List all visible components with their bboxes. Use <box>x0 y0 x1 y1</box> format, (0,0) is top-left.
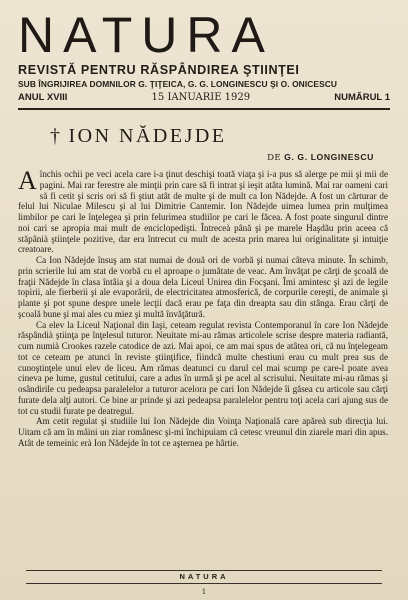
issue-number: NUMĂRUL 1 <box>334 92 390 103</box>
page-footer <box>0 570 408 598</box>
page-number: 1 <box>201 588 207 596</box>
issue-date: 15 IANUARIE 1929 <box>151 92 251 103</box>
byline-prefix: DE <box>267 153 282 163</box>
issue-info-line <box>18 91 390 110</box>
article-title-text: ION NĂDEJDE <box>68 125 227 147</box>
footer-journal-name: NATURA <box>179 572 229 581</box>
cross-icon: † <box>50 125 63 147</box>
editors-line: SUB ÎNGRIJIREA DOMNILOR G. ŢIŢEICA, G. G. LONGINESCU ŞI O. ONICESCU <box>18 79 338 89</box>
paragraph-3: Ca elev la Liceul Naţional din Iaşi, ceteam regulat revista Contemporanul în care Ion Nădejde răspândià ştiinţa pe înţelesul tuturor. Neuitate mi-au rămas articolele scrise despre materia radiantă, cum numià Crookes razele catodice de azi. Mai apoi, ce am mai spus de atâtea ori, că nu înţelegeam tot ce ceteam pe atunci în reviste ştiinţifice, fiindcă multe chestiuni erau cu mult prea sus de cunoştinţele unui elev de liceu. Am rămas deatunci cu darul cel mai scump pe care-l poate avea cineva pe lume, gustul cetitului, care a adus în urmă şi pe acel al scrisului. Neuitate mi-au rămas şi osândirile cu pedeapsa paralelelor a tuturor acelora pe cari Ion Nădejde îi găsea cu articole sau cărţi furate dela alţi autori. Ce bine ar prinde şi azi pedeapsa paralelelor pentru toţi acela cari ajung sus de tot cu studii furate pe deatregul. <box>18 319 388 416</box>
paragraph-2: Ca Ion Nădejde însuş am stat numai de două ori de vorbă şi numai câteva minute. În schimb, prin scrierile lui am stat de vorbă cu el aproape o jumătate de veac. Am învăţat pe cărţi de şcoală de fraţii Nădejde în clasa întâia şi a doua dela Liceul Unirea din Focşani. Îmi amintesc şi azi de legile topirii, ale fierberii şi ale evaporării, de electricitatea atmosferică, de corpurile cereşti, de animale şi plante şi pot spune despre unele lecţii dacă erau pe faţa din dreapta sau din stânga. Erau cărţi de şcoală bune şi mai ales cu miez şi multă învăţătură. <box>18 255 388 319</box>
article-body <box>18 166 388 449</box>
paragraph-4: Am cetit regulat şi studiile lui Ion Nădejde din Voinţa Naţională care apăreà sub direcţia lui. Uitam că am în mâini un ziar românesc şi-mi închipuiam că cetesc vreunul din ziarele mari din apus. Atât de temeinic erà Ion Nădejde în tot ce aşternea pe hârtie. <box>18 416 388 448</box>
paragraph-1 <box>18 166 388 255</box>
volume-label: ANUL XVIII <box>18 92 68 103</box>
journal-subtitle: REVISTĂ PENTRU RĂSPÂNDIREA ŞTIINŢEI <box>18 63 300 77</box>
footer-rule-bottom <box>26 583 382 584</box>
byline <box>14 152 374 163</box>
article-title <box>50 124 394 148</box>
paragraph-1-text: închis ochii pe veci acela care i-a ţinut deschişi toată viaţa şi i-a pus să alerge pe mii şi mii de pagini. Mai rar ferestre ale minţii prin care să fi intrat şi ieşit atâta lumină. Mai rar oameni cari să fi cetit şi scris ori să fi ştiut atât de multe şi de mult ca Ion Nădejde. A fost un cărturar de felul lui Niculae Milescu şi al lui Dimitrie Cantemir. Ion Nădejde uimea lumea prin mulţimea limbilor pe cari le înţelegea şi prin felurimea studiilor pe cari le făcea. A fost poate singurul dintre noi cari se apropia mai mult de enciclopedişti. Întreceà până şi pe marele Haşdău prin aceea că stăpânià ştiinţele pozitive, dar era întrecut cu mult de acesta prin marea lui originalitate şi intuiţie creatoare. <box>18 169 388 255</box>
author-name: G. G. LONGINESCU <box>284 152 374 162</box>
drop-cap: A <box>18 166 37 195</box>
journal-masthead-title: NATURA <box>18 7 274 63</box>
